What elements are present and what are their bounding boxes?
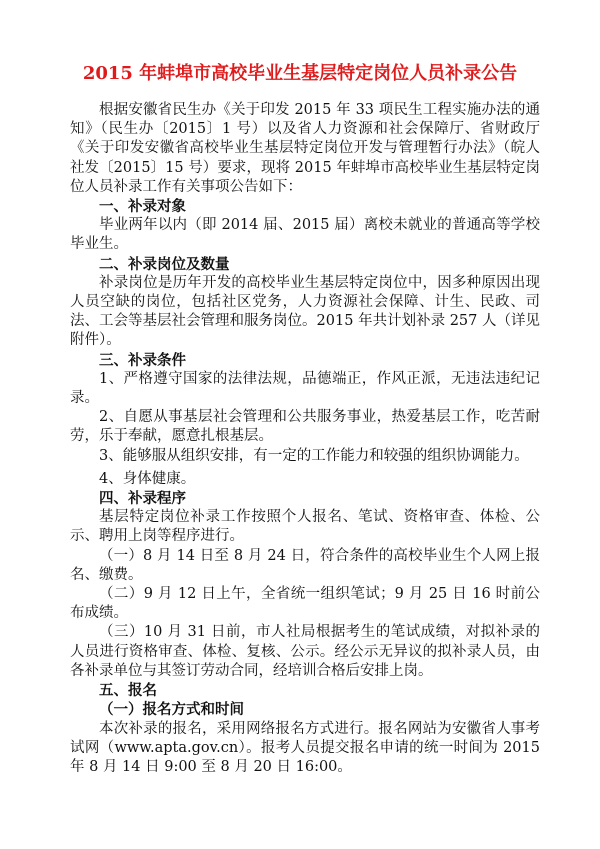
section-4-heading: 四、补录程序 [99, 490, 186, 508]
section-1-text: 毕业两年以内（即 2014 届、2015 届）离校未就业的普通高等学校毕业生。 [70, 217, 540, 253]
section-5-text: 本次补录的报名，采用网络报名方式进行。报名网站为安徽省人事考试网（www.apta.gov.cn）。报考人员提交报名申请的统一时间为 2015 年 8 月 14 日 9:00 至 8 月 20 日 16:00。 [70, 720, 540, 775]
section-1-heading: 一、补录对象 [99, 198, 186, 216]
section-3-heading: 三、补录条件 [99, 351, 186, 369]
condition-item-2: 2、自愿从事基层社会管理和公共服务事业，热爱基层工作，吃苦耐劳，乐于奉献，愿意扎根基层。 [70, 409, 540, 445]
section-2-heading: 二、补录岗位及数量 [99, 255, 230, 273]
condition-item-1: 1、严格遵守国家的法律法规，品德端正，作风正派，无违法违纪记录。 [70, 370, 540, 407]
procedure-item-1: （一）8 月 14 日至 8 月 24 日，符合条件的高校毕业生个人网上报名、缴费。 [70, 547, 540, 583]
section-2-text: 补录岗位是历年开发的高校毕业生基层特定岗位中，因多种原因出现人员空缺的岗位，包括社区党务，人力资源社会保障、计生、民政、司法、工会等基层社会管理和服务岗位。2015 年共计划补录 257 人（详见附件）。 [70, 274, 540, 349]
document-title: 2015 年蚌埠市高校毕业生基层特定岗位人员补录公告 [82, 63, 518, 84]
section-5-heading: 五、报名 [99, 682, 157, 700]
document-body [70, 101, 540, 777]
section-5-sub-heading: （一）报名方式和时间 [99, 701, 244, 719]
condition-item-4: 4、身体健康。 [99, 470, 196, 487]
procedure-item-2: （二）9 月 12 日上午，全省统一组织笔试；9 月 25 日 16 时前公布成绩。 [70, 586, 540, 622]
section-4-intro: 基层特定岗位补录工作按照个人报名、笔试、资格审查、体检、公示、聘用上岗等程序进行。 [70, 509, 540, 545]
procedure-item-3: （三）10 月 31 日前，市人社局根据考生的笔试成绩，对拟补录的人员进行资格审查、体检、复核、公示。经公示无异议的拟补录人员，由各补录单位与其签订劳动合同，经培训合格后安排上岗。 [70, 624, 540, 679]
intro-paragraph: 根据安徽省民生办《关于印发 2015 年 33 项民生工程实施办法的通知》（民生办〔2015〕1 号）以及省人力资源和社会保障厅、省财政厅《关于印发安徽省高校毕业生基层特定岗位开发与管理暂行办法》（皖人社发〔2015〕15 号）要求，现将 2015 年蚌埠市高校毕业生基层特定岗位人员补录工作有关事项公告如下： [70, 102, 540, 195]
condition-item-3: 3、能够服从组织安排，有一定的工作能力和较强的组织协调能力。 [99, 447, 529, 464]
